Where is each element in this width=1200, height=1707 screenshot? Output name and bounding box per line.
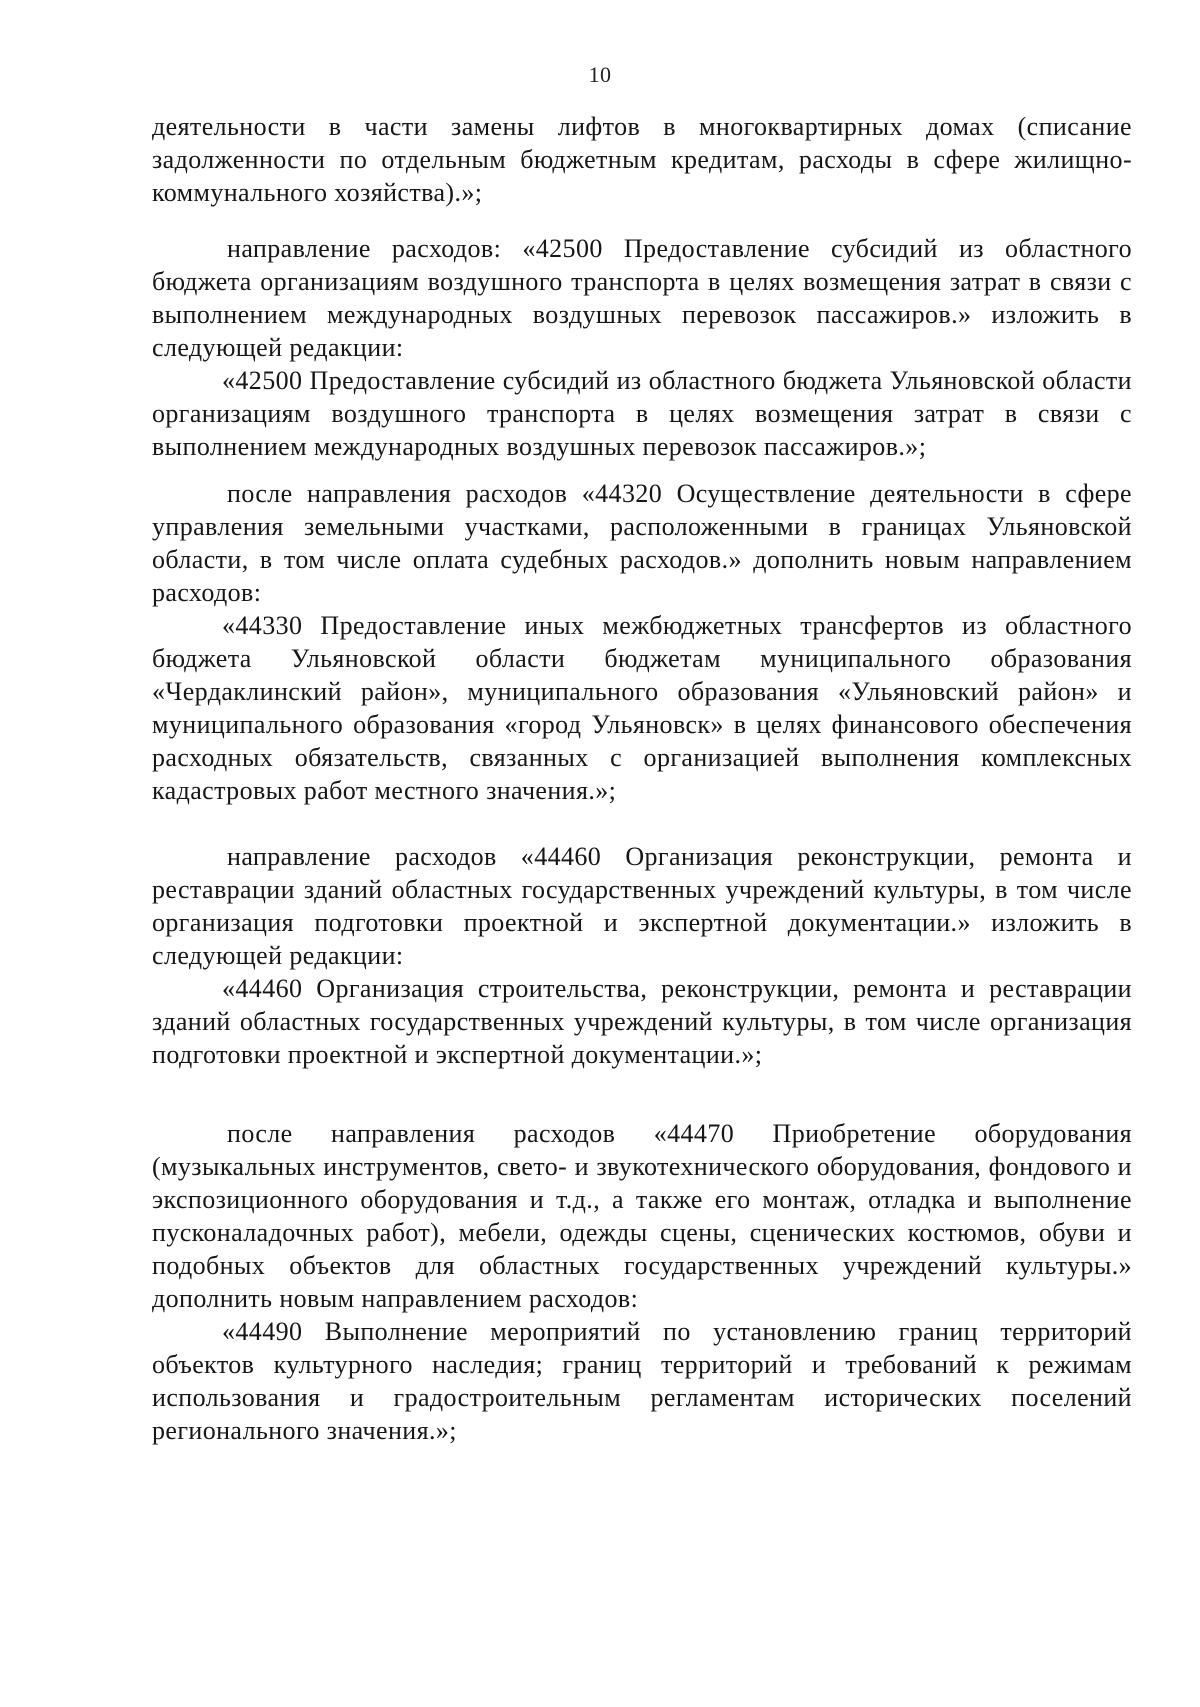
page-number: 10 — [588, 62, 612, 87]
paragraph: после направления расходов «44470 Приобретение оборудования (музыкальных инструментов, свето- и звукотехнического оборудования, фондового и экспозиционного оборудования и т.д., а также его монтаж, отладка и выполнение пусконаладочных работ), мебели, одежды сцены, сценических костюмов, обуви и подобных объектов для областных государственных учреждений культуры.» дополнить новым направлением расходов: — [152, 1119, 1132, 1313]
paragraph: после направления расходов «44320 Осуществление деятельности в сфере управления земельными участками, расположенными в границах Ульяновской области, в том числе оплата судебных расходов.» дополнить новым направлением расходов: — [152, 479, 1132, 607]
text-block-3 — [152, 477, 1132, 807]
paragraph: «44460 Организация строительства, реконструкции, ремонта и реставрации зданий областных государственных учреждений культуры, в том числе организация подготовки проектной и экспертной документации.»; — [152, 974, 1132, 1069]
paragraph: направление расходов «44460 Организация реконструкции, ремонта и реставрации зданий областных государственных учреждений культуры, в том числе организация подготовки проектной и экспертной документации.» изложить в следующей редакции: — [152, 842, 1132, 970]
paragraph: «44490 Выполнение мероприятий по установлению границ территорий объектов культурного наследия; границ территорий и требований к режимам использования и градостроительным регламентам исторических поселений регионального значения.»; — [152, 1317, 1132, 1445]
paragraph: «44330 Предоставление иных межбюджетных трансфертов из областного бюджета Ульяновской области бюджетам муниципального образования «Чердаклинский район», муниципального образования «Ульяновский район» и муниципального образования «город Ульяновск» в целях финансового обеспечения расходных обязательств, связанных с организацией выполнения комплексных кадастровых работ местного значения.»; — [152, 611, 1132, 805]
paragraph: деятельности в части замены лифтов в многоквартирных домах (списание задолженности по отдельным бюджетным кредитам, расходы в сфере жилищно-коммунального хозяйства).»; — [152, 112, 1132, 207]
text-block-4 — [152, 840, 1132, 1071]
paragraph: «42500 Предоставление субсидий из областного бюджета Ульяновской области организациям воздушного транспорта в целях возмещения затрат в связи с выполнением международных воздушных перевозок пассажиров.»; — [152, 366, 1132, 461]
text-block-2 — [152, 232, 1132, 463]
text-block-1 — [152, 110, 1132, 209]
text-block-5 — [152, 1117, 1132, 1447]
paragraph: направление расходов: «42500 Предоставление субсидий из областного бюджета организациям воздушного транспорта в целях возмещения затрат в связи с выполнением международных воздушных перевозок пассажиров.» изложить в следующей редакции: — [152, 234, 1132, 362]
